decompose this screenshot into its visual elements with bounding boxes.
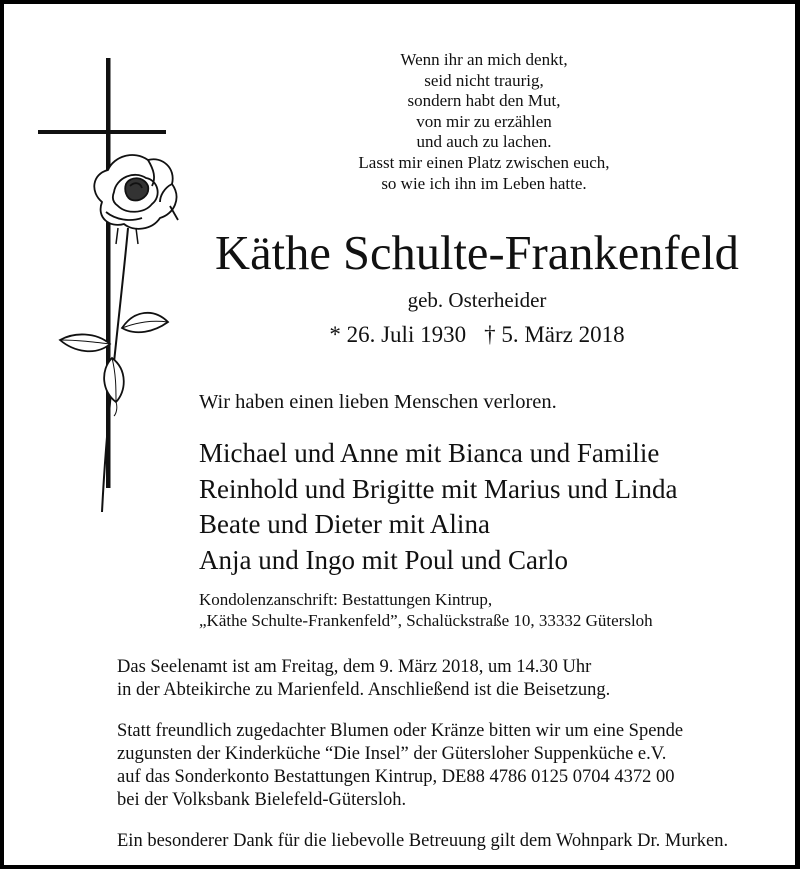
service-line: Das Seelenamt ist am Freitag, dem 9. März 2018, um 14.30 Uhr bbox=[117, 657, 592, 677]
maiden-name: geb. Osterheider bbox=[407, 288, 547, 312]
poem-line: sondern habt den Mut, bbox=[407, 91, 561, 111]
poem-line: seid nicht traurig, bbox=[424, 70, 544, 90]
condolence-line: Kondolenzanschrift: Bestattungen Kintrup, bbox=[199, 590, 493, 609]
family-member: Michael und Anne mit Bianca und Familie bbox=[199, 438, 660, 468]
poem-line: von mir zu erzählen bbox=[416, 111, 552, 131]
family-member: Reinhold und Brigitte mit Marius und Linda bbox=[199, 473, 678, 504]
poem-line: so wie ich ihn im Leben hatte. bbox=[381, 173, 587, 193]
donation-line: auf das Sonderkonto Bestattungen Kintrup, DE88 4786 0125 0704 4372 00 bbox=[117, 767, 675, 787]
family-member: Beate und Dieter mit Alina bbox=[199, 509, 490, 539]
donation-line: Statt freundlich zugedachter Blumen oder Kränze bitten wir um eine Spende bbox=[117, 721, 684, 741]
poem bbox=[334, 50, 634, 194]
service-info bbox=[117, 656, 610, 702]
donation-line: zugunsten der Kinderküche “Die Insel” der Gütersloher Suppenküche e.V. bbox=[117, 744, 667, 764]
poem-line: und auch zu lachen. bbox=[416, 132, 552, 152]
poem-line: Wenn ihr an mich denkt, bbox=[400, 50, 568, 69]
loss-statement: Wir haben einen lieben Menschen verloren. bbox=[199, 391, 557, 413]
family-list bbox=[199, 436, 677, 578]
birth-date: * 26. Juli 1930 bbox=[329, 322, 467, 347]
thanks-note: Ein besonderer Dank für die liebevolle Betreuung gilt dem Wohnpark Dr. Murken. bbox=[117, 831, 729, 851]
service-line: in der Abteikirche zu Marienfeld. Anschließend ist die Beisetzung. bbox=[117, 680, 611, 700]
donation-info bbox=[117, 720, 683, 812]
family-member: Anja und Ingo mit Poul und Carlo bbox=[199, 544, 568, 575]
cross-with-rose-icon bbox=[30, 52, 190, 522]
donation-line: bei der Volksbank Bielefeld-Gütersloh. bbox=[117, 790, 407, 810]
poem-line: Lasst mir einen Platz zwischen euch, bbox=[358, 152, 610, 172]
condolence-line: „Käthe Schulte-Frankenfeld”, Schalückstraße 10, 33332 Gütersloh bbox=[199, 610, 653, 630]
deceased-name: Käthe Schulte-Frankenfeld bbox=[215, 227, 739, 280]
condolence-address bbox=[199, 590, 653, 631]
life-dates bbox=[194, 321, 760, 349]
death-date: † 5. März 2018 bbox=[484, 322, 625, 347]
